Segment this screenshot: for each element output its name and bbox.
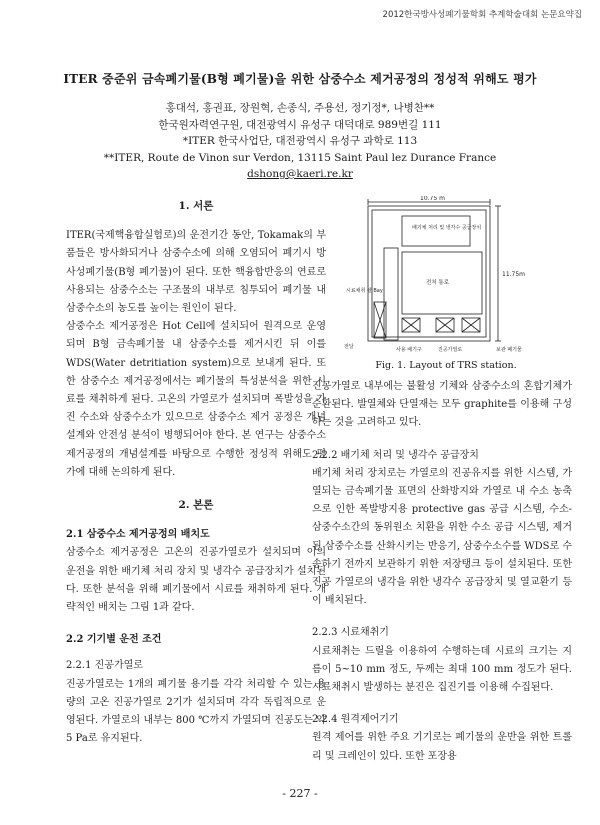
offgas-cell xyxy=(402,216,470,246)
figure-caption: Fig. 1. Layout of TRS station. xyxy=(375,360,517,371)
figure-trs-layout xyxy=(342,196,547,354)
paragraph-intro-2: 삼중수소 제거공정은 Hot Cell에 설치되어 원격으로 운영되며 B형 금속폐기물 내 삼중수소를 제거시킨 뒤 이를 WDS(Water detritiation system)으로 보내게 된다. 또한 삼중수소 제거공정에서는 폐기물의 특성분석을 위한 시료를 채취하게 된다. 고온의 가열로가 설치되며 폭발성을 가진 수소와 삼중수소가 있으므로 삼중수소 제거 공정은 개념설계와 안전성 분석이 병행되어야 한다. 본 연구는 삼중수소 제거공정의 개념설계를 바탕으로 수행한 정성적 위해도 평가에 대해 논의하게 된다. xyxy=(66,321,326,478)
paragraph-remote: 원격 제어를 위한 주요 기기로는 폐기물의 운반을 위한 트롤리 및 크레인이 있다. 또한 포장용 xyxy=(312,732,572,762)
subsection-2-2-2-title: 2.2.2 배기체 처리 및 냉각수 공급장치 xyxy=(312,449,479,461)
left-column xyxy=(66,197,326,748)
sampling-label: 시료채취 셀 Bay xyxy=(346,288,383,294)
dim-width-label: 10.75 m xyxy=(420,196,445,202)
affiliation-1: 한국원자력연구원, 대전광역시 유성구 대덕대로 989번길 111 xyxy=(158,118,442,131)
section-2-title: 2. 본론 xyxy=(178,499,214,512)
paragraph-sampling: 시료채취는 드릴을 이용하여 수행하는데 시료의 크기는 지름이 5~10 mm 정도, 두께는 최대 100 mm 정도가 된다. 시료채취시 발생하는 분진은 집진기를 이용해 수집된다. xyxy=(312,645,572,694)
author-block xyxy=(0,100,600,183)
affiliation-2: *ITER 한국사업단, 대전광역시 유성구 과학로 113 xyxy=(182,135,418,147)
contact-email[interactable]: dshong@kaeri.re.kr xyxy=(247,168,353,180)
paragraph-offgas: 배기체 처리 장치로는 가열로의 진공유지를 위한 시스템, 가열되는 금속폐기물 표면의 산화방지와 가열로 내 수소 농축으로 인한 폭발방지용 protective gas 공급 시스템, 수소-삼중수소간의 동위원소 치환을 위한 수소 공급 시스템, 제거된 삼중수소를 산화시키는 반응기, 삼중수소수를 WDS로 수송하기 전까지 보관하기 위한 저장탱크 등이 설치된다. 또한 진공 가열로의 냉각을 위한 냉각수 공급장치 및 열교환기 등이 배치된다. xyxy=(312,467,572,607)
subsection-2-2-4-title: 2.2.4 원격제어기기 xyxy=(312,714,399,726)
subsection-2-2-3-title: 2.2.3 시료채취기 xyxy=(312,627,389,639)
subsection-2-2-title: 2.2 기기별 운전 조건 xyxy=(66,634,162,646)
transfer-label: 전달 xyxy=(344,344,354,350)
corridor-label: 전처 통로 xyxy=(426,280,450,286)
paragraph-layout: 삼중수소 제거공정은 고온의 진공가열로가 설치되며 이의 운전을 위한 배기체 처리 장치 및 냉각수 공급장치가 설치된다. 또한 분석을 위해 폐기물에서 시료를 채취하게 된다. 개략적인 배치는 그림 1과 같다. xyxy=(66,547,326,614)
paper-title: ITER 중준위 금속폐기물(B형 폐기물)을 위한 삼중수소 제거공정의 정성적 위해도 평가 xyxy=(63,72,537,86)
subsection-2-1-title: 2.1 삼중수소 제거공정의 배치도 xyxy=(66,529,210,541)
running-header: 2012한국방사성폐기물학회 추계학술대회 논문요약집 xyxy=(382,10,582,20)
furnace-label: 진공가열로 xyxy=(438,347,463,353)
author-list: 홍대석, 홍권표, 장원혁, 손종식, 주용선, 정기정*, 나병찬** xyxy=(165,102,435,114)
paragraph-graphite: 진공가열로 내부에는 불활성 기체와 삼중수소의 혼합기체가 순환된다. 발열체와 단열재는 모두 graphite를 이용해 구성하는 것을 고려하고 있다. xyxy=(312,381,572,429)
paragraph-intro-1: ITER(국제핵융합실험로)의 운전기간 동안, Tokamak의 부품들은 방사화되거나 삼중수소에 의해 오염되어 폐기시 방사성폐기물(B형 폐기물)이 된다. 또한 핵융합반응의 연료로 사용되는 삼중수소는 구조물의 내부로 침투되어 폐기물 내 삼중수소의 농도를 높이는 원인이 된다. xyxy=(66,230,326,315)
subsection-2-2-1-title: 2.2.1 진공가열로 xyxy=(66,660,143,672)
paragraph-furnace: 진공가열로는 1개의 폐기물 용기를 각각 처리할 수 있는 용량의 고온 진공가열로 2기가 설치되며 각각 독립적으로 운영된다. 가열로의 내부는 800 ℃까지 가열되며 진공도는 약 5 Pa로 유지된다. xyxy=(66,678,326,745)
affiliation-3: **ITER, Route de Vinon sur Verdon, 13115 Saint Paul lez Durance France xyxy=(103,151,497,164)
storage-label: 보관 폐기물 xyxy=(496,347,522,353)
layout-diagram xyxy=(342,196,547,354)
vent-label: 사용 배기구 xyxy=(396,347,422,353)
offgas-label: 배기체 처리 및 냉각수 공급장치 xyxy=(412,225,482,231)
section-1-title: 1. 서론 xyxy=(178,200,214,212)
right-column xyxy=(312,378,572,766)
page-number: - 227 - xyxy=(282,787,318,800)
dim-height-label: 11.75m xyxy=(502,271,526,278)
